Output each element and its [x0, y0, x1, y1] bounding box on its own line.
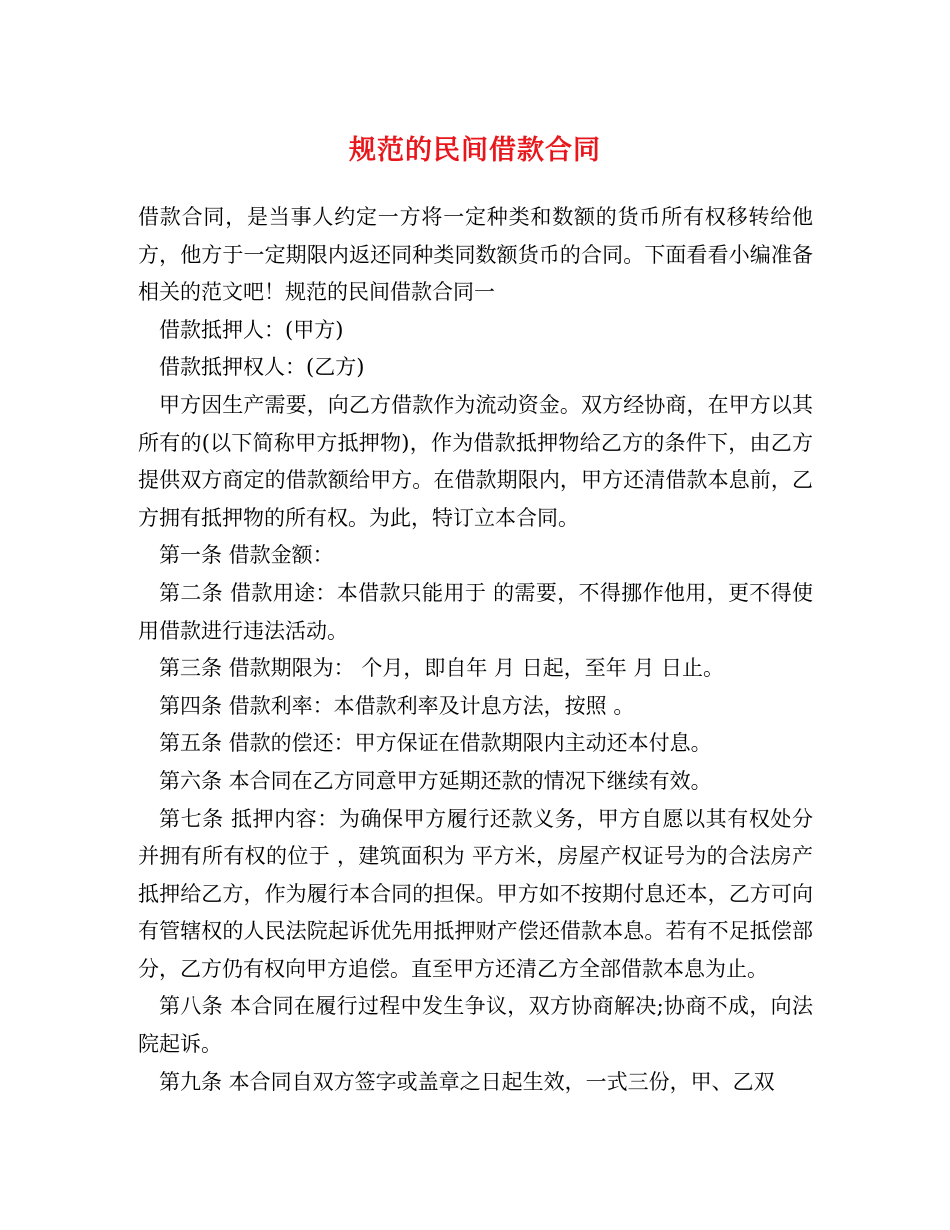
mortgagee-line: 借款抵押权人：(乙方): [159, 355, 365, 380]
article-7: 第七条 抵押内容：为确保甲方履行还款义务，甲方自愿以其有权处分并拥有所有权的位于 ，建筑面积为 平方米，房屋产权证号为的合法房产抵押给乙方，作为履行本合同的担保。甲方如不按期付息还本，乙方可向有管辖权的人民法院起诉优先用抵押财产偿还借款本息。若有不足抵偿部分，乙方仍有权向甲方追偿。直至甲方还清乙方全部借款本息为止。: [138, 806, 813, 981]
article-8: 第八条 本合同在履行过程中发生争议，双方协商解决;协商不成，向法院起诉。: [138, 994, 813, 1057]
article-5: 第五条 借款的偿还：甲方保证在借款期限内主动还本付息。: [159, 731, 712, 756]
article-1: 第一条 借款金额：: [159, 543, 334, 568]
intro-paragraph: 借款合同，是当事人约定一方将一定种类和数额的货币所有权移转给他方，他方于一定期限内返还同种类同数额货币的合同。下面看看小编准备相关的范文吧！规范的民间借款合同一: [138, 205, 813, 305]
mortgagor-line: 借款抵押人：(甲方): [159, 317, 344, 342]
article-9: 第九条 本合同自双方签字或盖章之日起生效，一式三份，甲、乙双: [159, 1069, 775, 1094]
article-4: 第四条 借款利率：本借款利率及计息方法，按照 。: [159, 693, 635, 718]
article-2: 第二条 借款用途：本借款只能用于 的需要，不得挪作他用，更不得使用借款进行违法活动。: [138, 580, 813, 643]
document-body: [138, 199, 813, 1101]
preamble-paragraph: 甲方因生产需要，向乙方借款作为流动资金。双方经协商，在甲方以其所有的(以下简称甲方抵押物)，作为借款抵押物给乙方的条件下，由乙方提供双方商定的借款额给甲方。在借款期限内，甲方还清借款本息前，乙方拥有抵押物的所有权。为此，特订立本合同。: [138, 392, 813, 530]
article-3: 第三条 借款期限为： 个月，即自年 月 日起，至年 月 日止。: [159, 656, 725, 681]
article-6: 第六条 本合同在乙方同意甲方延期还款的情况下继续有效。: [159, 768, 712, 793]
document-title: 规范的民间借款合同: [349, 135, 601, 166]
